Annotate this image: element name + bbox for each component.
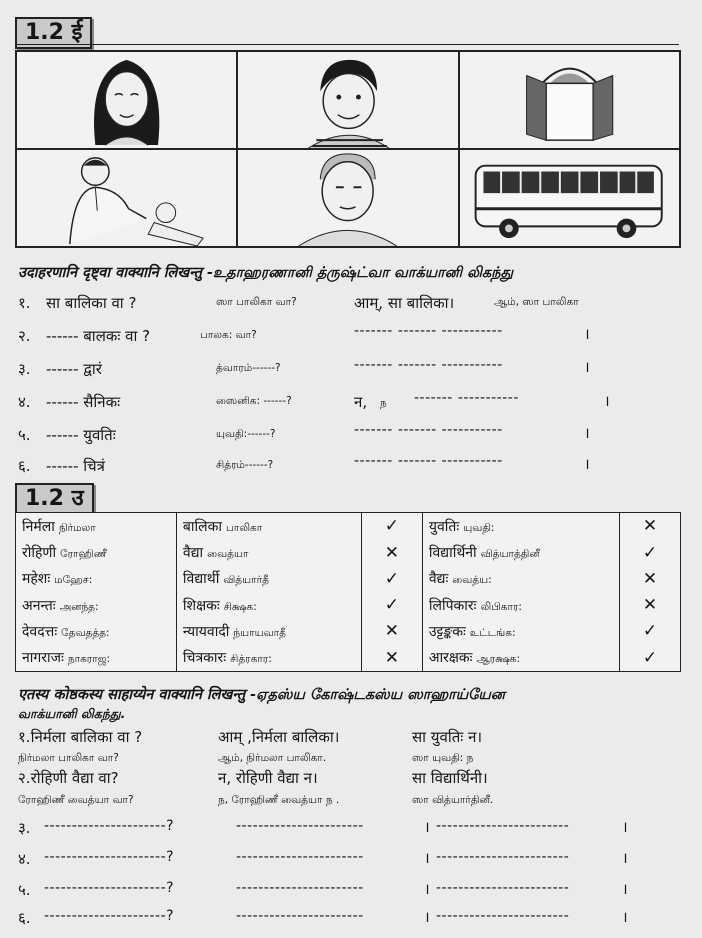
exercise-b-ex1-answer2: सा युवतिः न। [412, 728, 483, 746]
exercise-b-ex2-answer2: सा विद्यार्थिनी। [412, 769, 488, 787]
girl-illustration [17, 52, 236, 148]
exercise-b-ex1-answer1: आम् ,निर्मला बालिका। [218, 728, 340, 746]
exercise-a-row-5-blank: ------- ------- ----------- [354, 422, 503, 438]
exercise-a-row-4-blank: ------- ----------- [414, 390, 519, 406]
exercise-a-row-5-tamil: யுவதி:------? [216, 428, 276, 440]
exercise-b-row-5-question-blank: ----------------------? [44, 880, 175, 896]
exercise-a-row-3-number: ३. [18, 360, 31, 378]
exercise-b-row-3-end-bar: । [622, 818, 628, 836]
exercise-a-row-5-question: ------ युवतिः [46, 426, 116, 444]
exercise-a-row-1-answer: आम्, सा बालिका। [354, 294, 455, 312]
exercise-b-row-3-bar: । [424, 818, 430, 836]
role-cell: वैद्या வைத்யா [176, 539, 361, 565]
table-row [16, 645, 681, 672]
exercise-b-row-6-end-bar: । [622, 908, 628, 926]
exercise-a-row-4-question: ------ सैनिकः [46, 393, 121, 411]
exercise-a-row-4-answer-tamil: ந [380, 397, 387, 409]
mark-cell: ✕ [620, 566, 681, 592]
door-picture [459, 51, 680, 149]
exercise-a-row-1-tamil: ஸா பாலிகா வா? [216, 296, 297, 308]
role-cell: शिक्षकः சிக்ஷக: [176, 592, 361, 618]
table-row [16, 539, 681, 565]
exercise-b-row-3-answer-blank: ----------------------- [236, 818, 364, 834]
exercise-b-row-4-number: ४. [18, 850, 31, 868]
section-tag-1-2-i: 1.2 ई [15, 17, 92, 49]
exercise-b-row-5-answer2-blank: ------------------------ [436, 880, 570, 896]
picture-grid [15, 50, 681, 248]
exercise-b-ex2-question: २.रोहिणी वैद्या वा? [18, 769, 119, 787]
mark-cell: ✓ [361, 592, 422, 618]
exercise-b-row-5-end-bar: । [622, 880, 628, 898]
doctor-picture [16, 149, 237, 247]
boy-picture [237, 51, 458, 149]
name-cell: निर्मला நிர்மலா [16, 513, 177, 540]
exercise-b-row-3-answer2-blank: ------------------------ [436, 818, 570, 834]
role-cell: उट्टङ्ककः உட்டங்க: [422, 618, 619, 644]
role-cell: न्यायवादी ந்யாயவாதீ [176, 618, 361, 644]
exercise-a-row-1-question: सा बालिका वा ? [46, 294, 137, 312]
role-cell: विद्यार्थिनी வித்யாத்தினீ [422, 539, 619, 565]
exercise-b-row-6-bar: । [424, 908, 430, 926]
exercise-b-row-5-answer-blank: ----------------------- [236, 880, 364, 896]
exercise-a-row-1-number: १. [18, 294, 31, 312]
exercise-b-row-6-answer-blank: ----------------------- [236, 908, 364, 924]
girl-picture [16, 51, 237, 149]
role-cell: चित्रकारः சித்ரகார: [176, 645, 361, 672]
role-cell: लिपिकारः லிபிகார: [422, 592, 619, 618]
old-man-illustration [238, 150, 457, 246]
exercise-b-ex1-answer1-tamil: ஆம், நிர்மலா பாலிகா. [218, 752, 327, 764]
exercise-b-row-4-end-bar: । [622, 849, 628, 867]
exercise-b-row-6-number: ६. [18, 909, 31, 927]
mark-cell: ✓ [361, 513, 422, 540]
exercise-b-instruction-line2: வாக்யானி லிகந்து. [18, 706, 126, 721]
role-cell: विद्यार्थी வித்யார்தீ [176, 566, 361, 592]
exercise-a-row-6-tamil: சித்ரம்------? [216, 459, 274, 471]
header-rule [15, 44, 679, 45]
exercise-a-row-3-bar: । [584, 358, 590, 376]
name-cell: नागराजः நாகராஜ: [16, 645, 177, 672]
exercise-a-row-3-tamil: த்வாரம்------? [216, 362, 281, 374]
exercise-b-instruction-line1: एतस्य कोष्ठकस्य साहाय्येन वाक्यानि लिखन्तु -ஏதஸ்ய கோஷ்டகஸ்ய ஸாஹாய்யேன [18, 687, 505, 703]
mark-cell: ✕ [620, 592, 681, 618]
mark-cell: ✕ [361, 618, 422, 644]
role-cell: युवतिः யுவதி: [422, 513, 619, 540]
exercise-b-row-4-question-blank: ----------------------? [44, 849, 175, 865]
name-cell: महेशः மஹேச: [16, 566, 177, 592]
exercise-b-ex2-answer2-tamil: ஸா வித்யார்தினீ. [412, 794, 493, 806]
exercise-b-row-5-bar: । [424, 880, 430, 898]
exercise-b-row-4-bar: । [424, 849, 430, 867]
exercise-b-ex1-question-tamil: நிர்மலா பாலிகா வா? [18, 752, 119, 764]
door-illustration [460, 52, 679, 148]
exercise-a-row-1-answer-tamil: ஆம், ஸா பாலிகா [494, 296, 579, 308]
bus-illustration [460, 150, 679, 246]
name-cell: रोहिणी ரோஹிணீ [16, 539, 177, 565]
exercise-b-row-4-answer-blank: ----------------------- [236, 849, 364, 865]
exercise-b-row-3-number: ३. [18, 819, 31, 837]
mark-cell: ✓ [620, 645, 681, 672]
exercise-a-row-5-bar: । [584, 424, 590, 442]
exercise-a-row-2-bar: । [584, 325, 590, 343]
exercise-b-ex2-question-tamil: ரோஹிணீ வைத்யா வா? [18, 794, 134, 806]
exercise-a-row-2-number: २. [18, 327, 31, 345]
mark-cell: ✕ [361, 645, 422, 672]
exercise-a-row-4-bar: । [604, 392, 610, 410]
name-cell: देवदत्तः தேவதத்த: [16, 618, 177, 644]
bus-picture [459, 149, 680, 247]
mark-cell: ✕ [361, 539, 422, 565]
role-cell: आरक्षकः ஆரக்ஷக: [422, 645, 619, 672]
old-man-picture [237, 149, 458, 247]
table-row [16, 513, 681, 540]
exercise-b-row-3-question-blank: ----------------------? [44, 818, 175, 834]
exercise-a-row-2-tamil: பாலக: வா? [200, 329, 257, 341]
exercise-a-row-6-blank: ------- ------- ----------- [354, 453, 503, 469]
mark-cell: ✕ [620, 513, 681, 540]
exercise-a-row-4-answer: न, [354, 393, 368, 411]
exercise-a-row-6-bar: । [584, 455, 590, 473]
exercise-a-row-2-blank: ------- ------- ----------- [354, 323, 503, 339]
exercise-b-row-4-answer2-blank: ------------------------ [436, 849, 570, 865]
exercise-a-row-4-number: ४. [18, 393, 31, 411]
table-row [16, 592, 681, 618]
exercise-a-row-3-blank: ------- ------- ----------- [354, 357, 503, 373]
mark-cell: ✓ [361, 566, 422, 592]
exercise-b-ex2-answer1: न, रोहिणी वैद्या न। [218, 769, 318, 787]
exercise-a-row-6-number: ६. [18, 457, 31, 475]
boy-illustration [238, 52, 457, 148]
exercise-b-ex1-question: १.निर्मला बालिका वा ? [18, 728, 143, 746]
exercise-a-row-5-number: ५. [18, 426, 31, 444]
exercise-a-row-4-tamil: ஸைனிக: ------? [216, 395, 292, 407]
mark-cell: ✓ [620, 539, 681, 565]
doctor-illustration [17, 150, 236, 246]
name-cell: अनन्तः அனந்த: [16, 592, 177, 618]
exercise-a-row-2-question: ------ बालकः वा ? [46, 327, 151, 345]
exercise-a-row-3-question: ------ द्वारं [46, 360, 102, 378]
word-table [15, 512, 681, 672]
section-tag-1-2-u: 1.2 उ [15, 483, 94, 515]
mark-cell: ✓ [620, 618, 681, 644]
exercise-a-row-6-question: ------ चित्रं [46, 457, 105, 475]
exercise-b-ex1-answer2-tamil: ஸா யுவதி: ந [412, 752, 474, 764]
exercise-b-row-6-answer2-blank: ------------------------ [436, 908, 570, 924]
exercise-a-instruction: उदाहरणानि दृष्ट्वा वाक्यानि लिखन्तु -உதாஹரணானி த்ருஷ்ட்வா வாக்யானி லிகந்து [18, 265, 514, 281]
role-cell: बालिका பாலிகா [176, 513, 361, 540]
exercise-b-ex2-answer1-tamil: ந, ரோஹிணீ வைத்யா ந . [218, 794, 340, 806]
exercise-b-row-6-question-blank: ----------------------? [44, 908, 175, 924]
exercise-b-row-5-number: ५. [18, 881, 31, 899]
table-row [16, 566, 681, 592]
table-row [16, 618, 681, 644]
role-cell: वैद्यः வைத்ய: [422, 566, 619, 592]
